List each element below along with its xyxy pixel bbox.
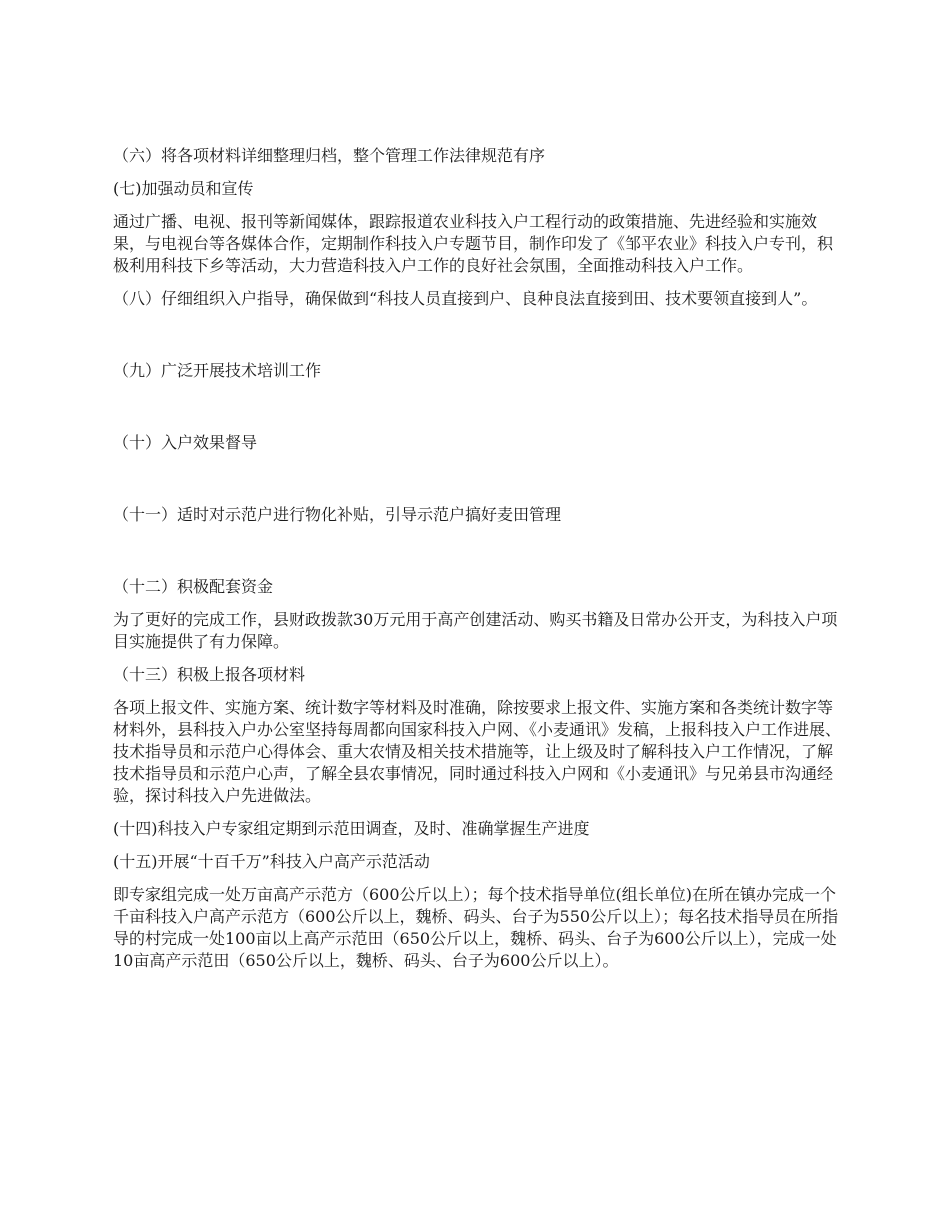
section-body-12: 为了更好的完成工作，县财政拨款30万元用于高产创建活动、购买书籍及日常办公开支，为科技入户项目实施提供了有力保障。: [113, 610, 838, 651]
section-heading-15: (十五)开展“十百千万”科技入户高产示范活动: [113, 852, 430, 871]
section-heading-7: (七)加强动员和宣传: [113, 179, 254, 198]
section-body-13: 各项上报文件、实施方案、统计数字等材料及时准确，除按要求上报文件、实施方案和各类统计数字等材料外，县科技入户办公室坚持每周都向国家科技入户网、《小麦通讯》发稿，上报科技入户工作进展、技术指导员和示范户心得体会、重大农情及相关技术措施等，让上级及时了解科技入户工作情况，了解技术指导员和示范户心声，了解全县农事情况，同时通过科技入户网和《小麦通讯》与兄弟县市沟通经验，探讨科技入户先进做法。: [113, 698, 842, 805]
section-heading-14: (十四)科技入户专家组定期到示范田调查，及时、准确掌握生产进度: [113, 819, 590, 838]
section-body-7: 通过广播、电视、报刊等新闻媒体，跟踪报道农业科技入户工程行动的政策措施、先进经验和实施效果，与电视台等各媒体合作，定期制作科技入户专题节目，制作印发了《邹平农业》科技入户专刊，积极利用科技下乡等活动，大力营造科技入户工作的良好社会氛围，全面推动科技入户工作。: [113, 212, 834, 275]
section-body-15: 即专家组完成一处万亩高产示范方（600公斤以上）；每个技术指导单位(组长单位)在所在镇办完成一个千亩科技入户高产示范方（600公斤以上，魏桥、码头、台子为550公斤以上）；每名技术指导员在所指导的村完成一处100亩以上高产示范田（650公斤以上，魏桥、码头、台子为600公斤以上），完成一处10亩高产示范田（650公斤以上，魏桥、码头、台子为600公斤以上）。: [113, 885, 839, 970]
document-body: [113, 145, 843, 972]
section-heading-11: （十一）适时对示范户进行物化补贴，引导示范户搞好麦田管理: [113, 505, 562, 524]
section-heading-13: （十三）积极上报各项材料: [113, 665, 306, 684]
section-heading-6: （六）将各项材料详细整理归档，整个管理工作法律规范有序: [113, 146, 546, 165]
section-heading-12: （十二）积极配套资金: [113, 577, 274, 596]
section-heading-8: （八）仔细组织入户指导，确保做到“科技人员直接到户、良种良法直接到田、技术要领直接到人”。: [113, 289, 818, 308]
section-heading-9: （九）广泛开展技术培训工作: [113, 361, 322, 380]
section-heading-10: （十）入户效果督导: [113, 433, 258, 452]
